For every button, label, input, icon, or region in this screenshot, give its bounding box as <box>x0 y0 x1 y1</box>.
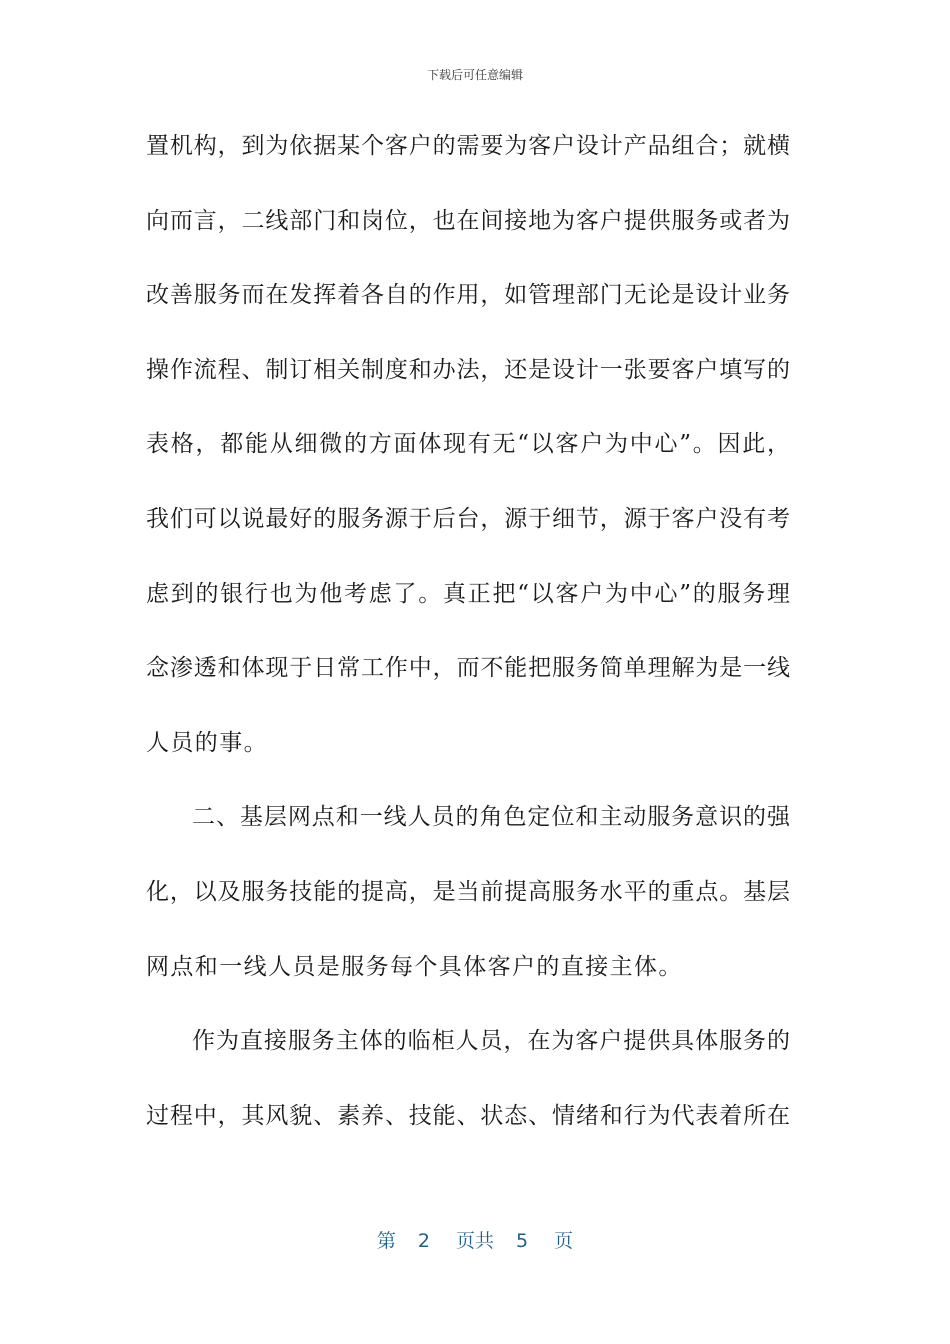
text-line: 虑到的银行也为他考虑了。真正把“以客户为中心”的服务理 <box>146 580 790 607</box>
text-line: 网点和一线人员是服务每个具体客户的直接主体。 <box>146 953 683 980</box>
text-line: 我们可以说最好的服务源于后台，源于细节，源于客户没有考 <box>146 505 790 532</box>
document-body <box>146 120 790 1164</box>
footer-total-pages: 5 <box>516 1230 529 1252</box>
page-header: 下载后可任意编辑 <box>426 68 523 82</box>
paragraph-start-line: 作为直接服务主体的临柜人员，在为客户提供具体服务的 <box>192 1028 790 1055</box>
text-line: 操作流程、制订相关制度和办法，还是设计一张要客户填写的 <box>146 356 790 383</box>
text-line: 置机构，到为依据某个客户的需要为客户设计产品组合；就横 <box>146 133 790 159</box>
footer-middle: 页共 <box>455 1230 494 1252</box>
text-line: 过程中，其风貌、素养、技能、状态、情绪和行为代表着所在 <box>146 1102 790 1129</box>
page-footer <box>0 1226 950 1253</box>
text-line: 改善服务而在发挥着各自的作用，如管理部门无论是设计业务 <box>146 282 790 309</box>
text-line: 化，以及服务技能的提高，是当前提高服务水平的重点。基层 <box>146 878 790 905</box>
footer-prefix: 第 <box>376 1230 396 1252</box>
text-line: 念渗透和体现于日常工作中，而不能把服务简单理解为是一线 <box>146 655 790 682</box>
paragraph-start-line: 二、基层网点和一线人员的角色定位和主动服务意识的强 <box>192 804 790 831</box>
text-line: 向而言，二线部门和岗位，也在间接地为客户提供服务或者为 <box>146 207 790 234</box>
footer-suffix: 页 <box>554 1230 574 1252</box>
text-line: 人员的事。 <box>146 729 268 756</box>
footer-current-page: 2 <box>417 1230 430 1252</box>
text-line: 表格，都能从细微的方面体现有无“以客户为中心”。因此， <box>146 431 790 458</box>
